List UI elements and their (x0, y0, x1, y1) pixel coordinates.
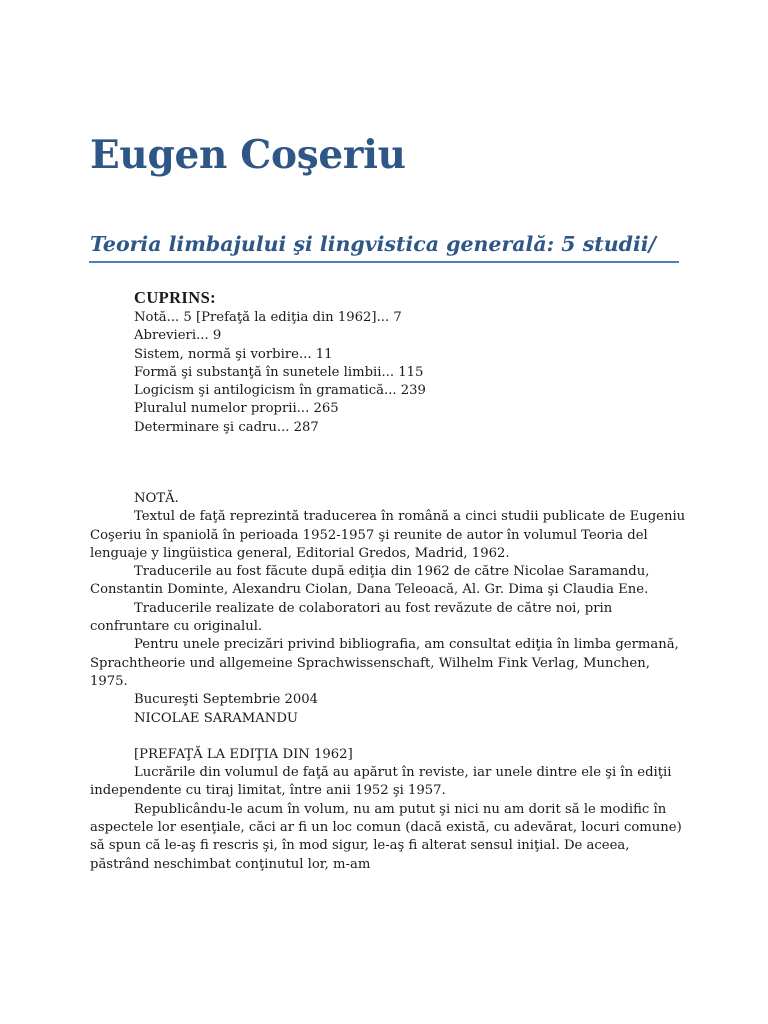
book-title: Teoria limbajului şi lingvistica generală: 5 studii/ (90, 232, 657, 256)
toc-item: Pluralul numelor proprii... 265 (134, 401, 339, 417)
toc-item: Logicism şi antilogicism în gramatică... 239 (134, 383, 426, 399)
nota-paragraph: Pentru unele precizări privind bibliografia, am consultat ediţia în limba germană, Sprachtheorie und allgemeine Sprachwissenschaft, Wilhelm Fink Verlag, Munchen, 1975. (90, 637, 679, 689)
toc-item: Formă şi substanţă în sunetele limbii... 115 (134, 364, 424, 380)
signature: NICOLAE SARAMANDU (134, 710, 299, 726)
nota-paragraph: Traducerile realizate de colaboratori au fost revăzute de către noi, prin confruntare cu originalul. (90, 600, 613, 635)
toc-item: Abrevieri... 9 (134, 328, 222, 344)
toc-item: Sistem, normă şi vorbire... 11 (134, 346, 333, 362)
toc-item: Notă... 5 [Prefaţă la ediţia din 1962]... 7 (134, 310, 402, 325)
body-text (90, 490, 690, 874)
prefata-paragraph: Lucrările din volumul de faţă au apărut în reviste, iar unele dintre ele şi în ediţii independente cu tiraj limitat, între anii 1952 şi 1957. (90, 765, 672, 799)
title-underline (89, 261, 679, 263)
toc-heading: CUPRINS: (134, 288, 217, 307)
nota-paragraph: Textul de faţă reprezintă traducerea în română a cinci studii publicate de Eugeniu Coşeriu în spaniolă în perioada 1952-1957 şi reunite de autor în volumul Teoria del lenguaje y lingüistica general, Editorial Gredos, Madrid, 1962. (90, 509, 686, 561)
place-date: Bucureşti Septembrie 2004 (134, 692, 319, 708)
prefata-heading: [PREFAŢĂ LA EDIŢIA DIN 1962] (134, 746, 353, 762)
nota-paragraph: Traducerile au fost făcute după ediţia din 1962 de către Nicolae Saramandu, Constantin Dominte, Alexandru Ciolan, Dana Teleoacă, Al. Gr. Dima şi Claudia Ene. (90, 564, 650, 598)
toc-list (134, 309, 694, 437)
toc-item: Determinare şi cadru... 287 (134, 419, 319, 435)
paragraph-gap (90, 728, 690, 746)
prefata-paragraph: Republicându-le acum în volum, nu am putut şi nici nu am dorit să le modific în aspectele lor esenţiale, căci ar fi un loc comun (dacă există, cu adevărat, locuri comune) să spun că le-aş fi rescris şi, în mod sigur, le-aş fi alterat sensul iniţial. De aceea, păstrând neschimbat conţinutul lor, m-am (90, 801, 682, 872)
nota-heading: NOTĂ. (134, 491, 179, 506)
author-name: Eugen Coşeriu (90, 132, 406, 178)
table-of-contents (134, 288, 694, 437)
